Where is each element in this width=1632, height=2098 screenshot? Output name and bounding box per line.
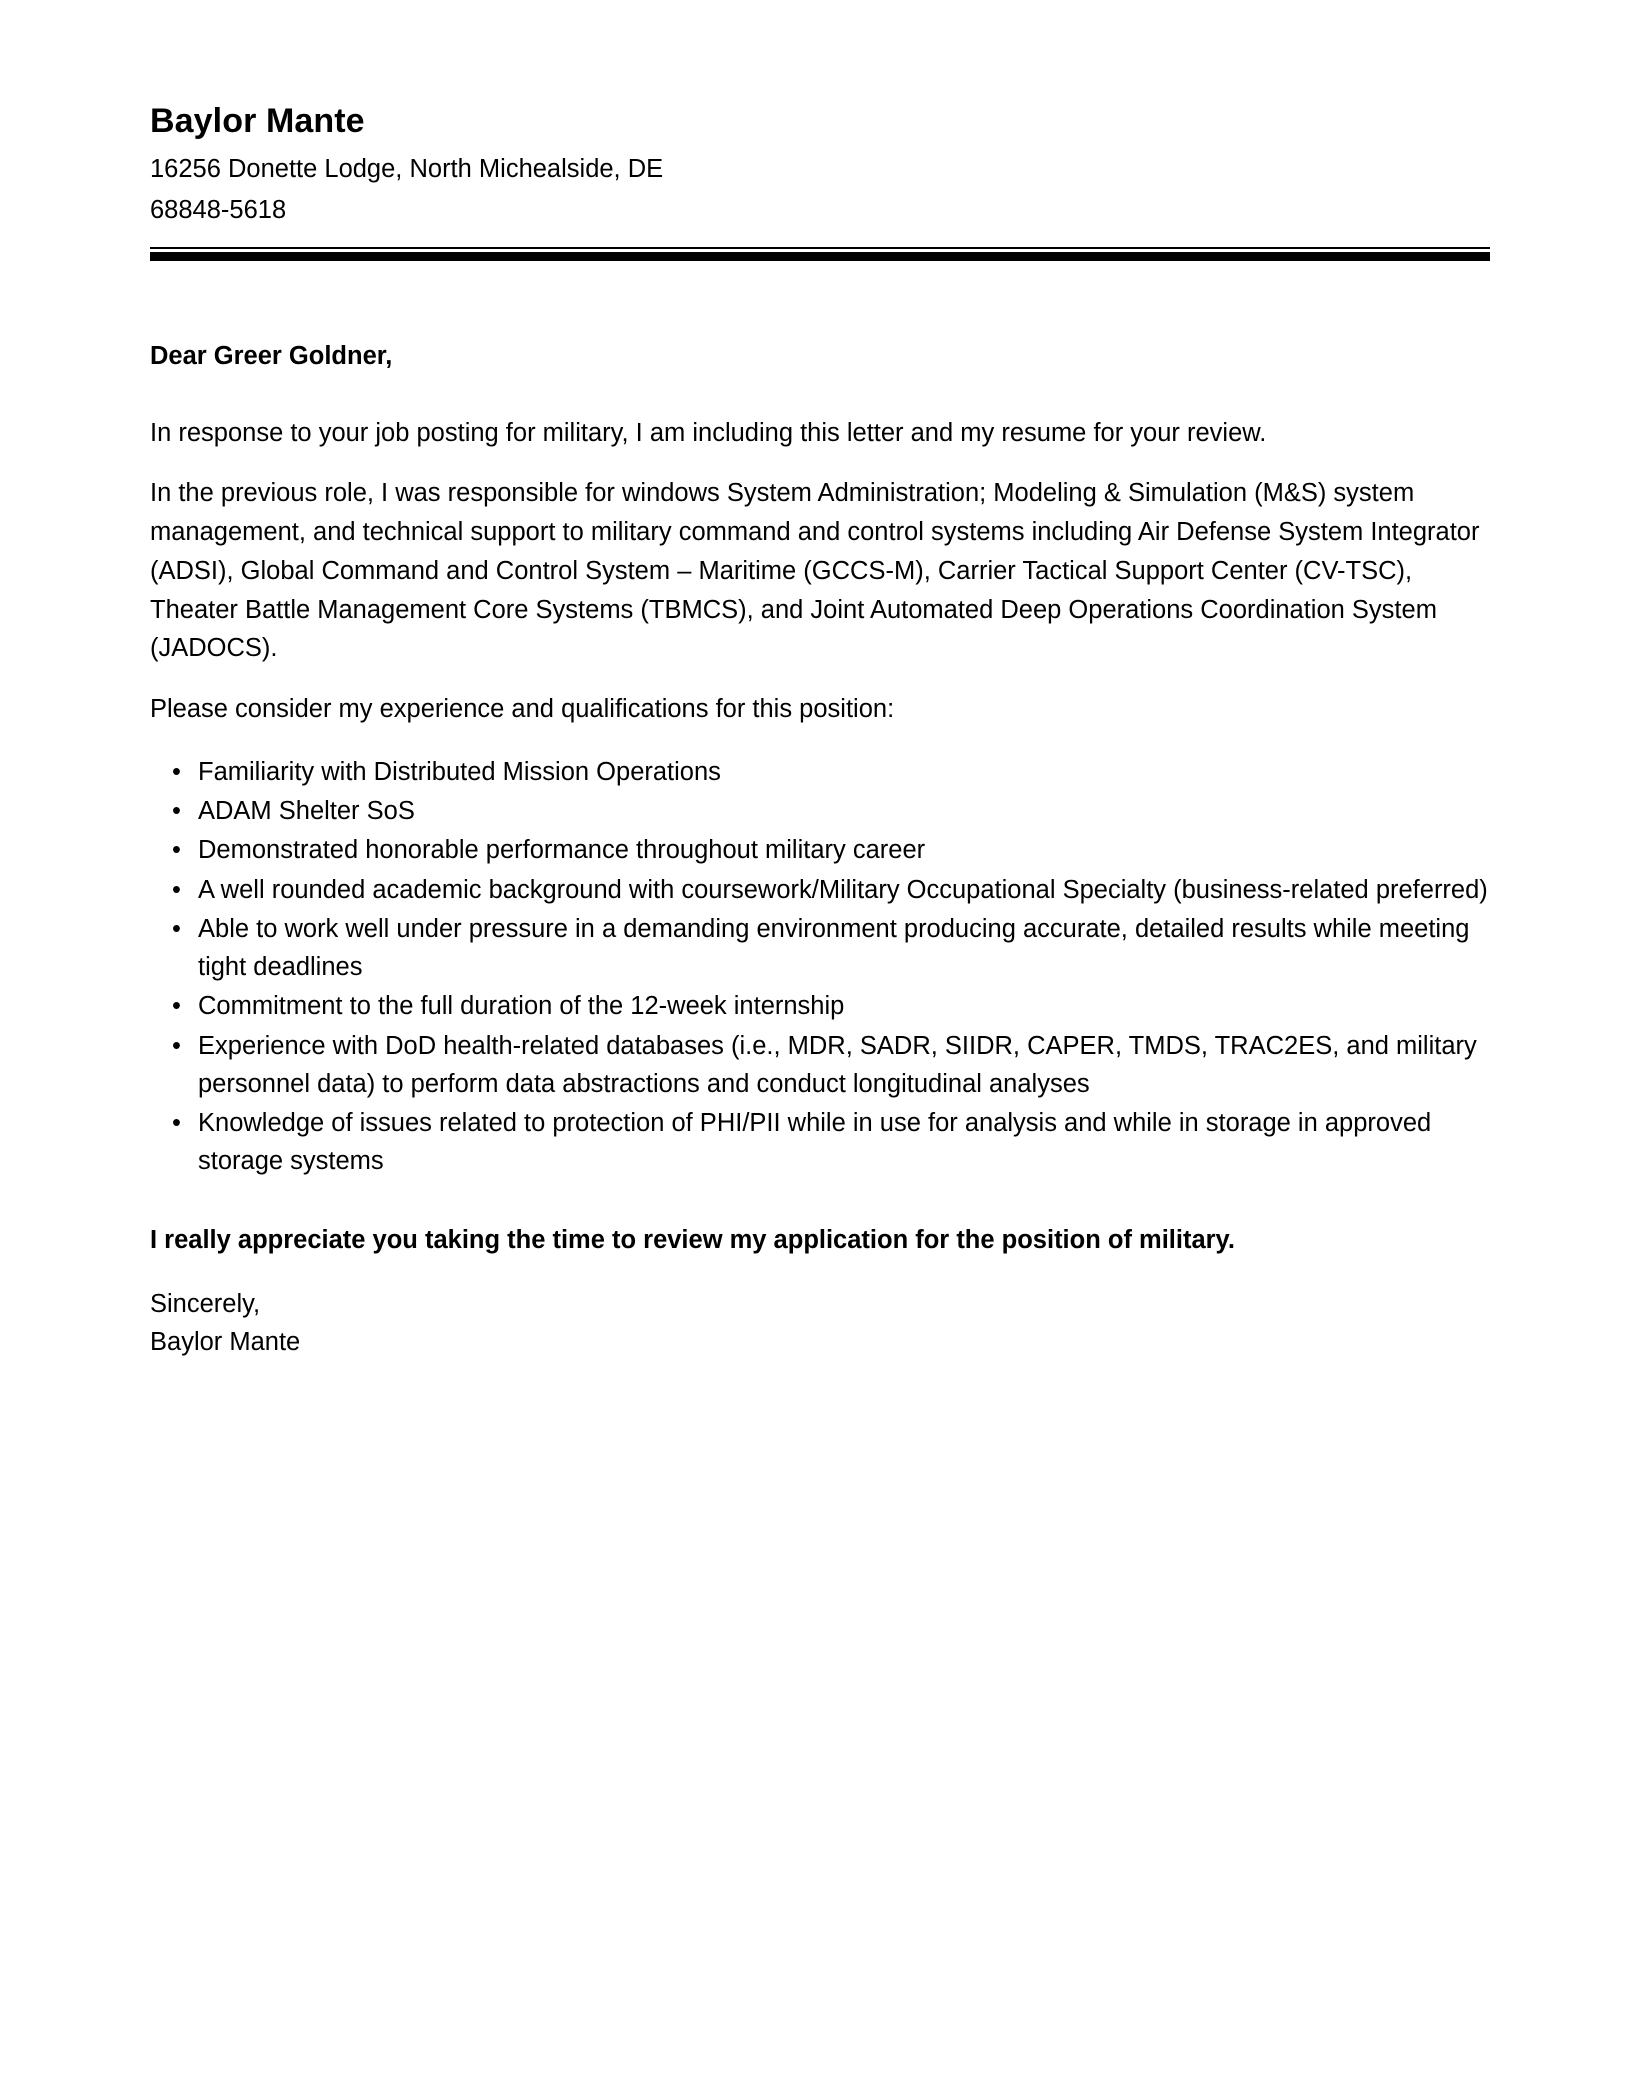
bullet-icon: •	[172, 992, 181, 1021]
list-item-text: ADAM Shelter SoS	[198, 797, 415, 826]
list-item	[150, 871, 1490, 909]
list-item-text: Familiarity with Distributed Mission Operations	[198, 757, 721, 786]
list-item-text: A well rounded academic background with coursework/Military Occupational Specialty (business-related preferred)	[198, 875, 1488, 904]
bullet-icon: •	[172, 914, 181, 943]
list-item-text: Able to work well under pressure in a demanding environment producing accurate, detailed results while meeting tight deadlines	[198, 914, 1470, 982]
bullet-icon: •	[172, 1109, 181, 1138]
list-item	[150, 831, 1490, 869]
list-item	[150, 753, 1490, 791]
list-item	[150, 987, 1490, 1025]
qualifications-list	[150, 753, 1490, 1181]
signature-name: Baylor Mante	[150, 1328, 301, 1357]
bullet-icon: •	[172, 836, 181, 865]
header-divider-rule	[150, 247, 1490, 261]
list-item-text: Knowledge of issues related to protection of PHI/PII while in use for analysis and while in storage in approved storage systems	[198, 1109, 1432, 1176]
list-item	[150, 1104, 1490, 1181]
sender-address-line-1: 16256 Donette Lodge, North Michealside, DE	[150, 154, 664, 183]
list-item	[150, 1027, 1490, 1104]
list-item-text: Demonstrated honorable performance throughout military career	[198, 836, 926, 865]
divider-thick-line	[150, 252, 1490, 261]
letter-body	[150, 261, 1490, 1361]
list-item-text: Commitment to the full duration of the 12-week internship	[198, 992, 845, 1021]
list-item	[150, 792, 1490, 830]
letterhead	[150, 0, 1490, 231]
document-content	[150, 0, 1490, 1361]
bullet-icon: •	[172, 797, 181, 826]
intro-paragraph: In response to your job posting for military, I am including this letter and my resume for your review.	[150, 418, 1267, 447]
bullet-icon: •	[172, 757, 181, 786]
bullet-icon: •	[172, 875, 181, 904]
experience-paragraph: In the previous role, I was responsible for windows System Administration; Modeling & Simulation (M&S) system management, and technical support to military command and control systems including Air Defense System Integrator (ADSI), Global Command and Control System – Maritime (GCCS-M), Carrier Tactical Support Center (CV-TSC), Theater Battle Management Core Systems (TBMCS), and Joint Automated Deep Operations Coordination System (JADOCS).	[150, 479, 1480, 663]
list-item	[150, 910, 1490, 987]
qualifications-intro: Please consider my experience and qualifications for this position:	[150, 695, 895, 724]
bullet-icon: •	[172, 1031, 181, 1060]
list-item-text: Experience with DoD health-related databases (i.e., MDR, SADR, SIIDR, CAPER, TMDS, TRAC2ES, and military personnel data) to perform data abstractions and conduct longitudinal analyses	[198, 1031, 1477, 1098]
sign-off: Sincerely,	[150, 1289, 261, 1318]
salutation: Dear Greer Goldner,	[150, 342, 393, 371]
sender-name-heading: Baylor Mante	[150, 102, 365, 140]
appreciation-statement: I really appreciate you taking the time to review my application for the position of military.	[150, 1225, 1235, 1254]
sender-address-line-2: 68848-5618	[150, 196, 287, 225]
